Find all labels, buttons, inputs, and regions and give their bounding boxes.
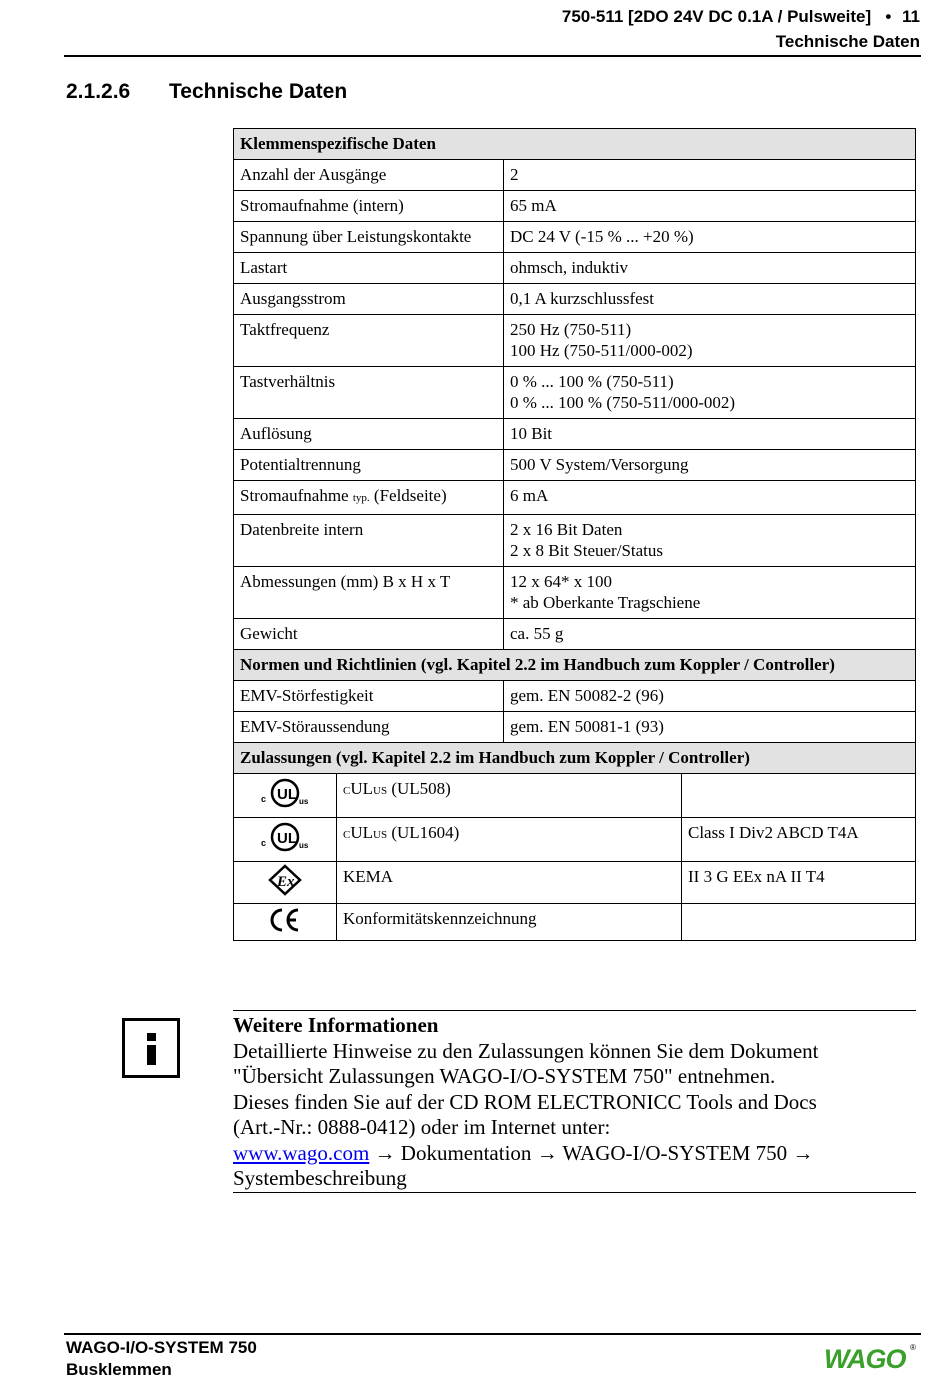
approval-standard: (UL508) bbox=[387, 779, 451, 798]
value-line: 250 Hz (750-511) bbox=[510, 320, 632, 339]
section-heading bbox=[66, 80, 347, 104]
row-key: Spannung über Leistungskontakte bbox=[234, 222, 504, 253]
value-line: 2 x 16 Bit Daten bbox=[510, 520, 623, 539]
approval-name: KEMA bbox=[337, 862, 682, 904]
sub-c: C bbox=[343, 829, 351, 841]
table-row bbox=[234, 419, 916, 450]
ul-text: UL bbox=[350, 779, 374, 798]
wago-logo-icon bbox=[822, 1341, 922, 1373]
category-row bbox=[234, 129, 916, 160]
section-number: 2.1.2.6 bbox=[66, 80, 131, 103]
approval-extra: Class I Div2 ABCD T4A bbox=[682, 818, 916, 862]
table-row bbox=[234, 253, 916, 284]
table-row bbox=[234, 681, 916, 712]
footer-rule bbox=[64, 1333, 921, 1335]
info-path-2: WAGO-I/O-SYSTEM 750 bbox=[557, 1140, 793, 1165]
approval-icon-cell bbox=[234, 818, 337, 862]
section-title: Technische Daten bbox=[169, 80, 348, 103]
row-value: ohmsch, induktiv bbox=[504, 253, 916, 284]
row-key: Gewicht bbox=[234, 619, 504, 650]
approval-standard: (UL1604) bbox=[387, 823, 460, 842]
approval-row bbox=[234, 904, 916, 941]
arrow-icon: → bbox=[536, 1140, 558, 1165]
svg-text:us: us bbox=[299, 797, 309, 806]
row-value bbox=[504, 315, 916, 367]
approval-name bbox=[337, 818, 682, 862]
row-key: Taktfrequenz bbox=[234, 315, 504, 367]
value-line: 0 % ... 100 % (750-511/000-002) bbox=[510, 393, 736, 412]
category-row bbox=[234, 650, 916, 681]
svg-text:us: us bbox=[299, 841, 309, 850]
row-value: gem. EN 50082-2 (96) bbox=[504, 681, 916, 712]
approval-row bbox=[234, 862, 916, 904]
table-row bbox=[234, 481, 916, 515]
info-rule-bottom bbox=[233, 1192, 916, 1193]
row-key: Potentialtrennung bbox=[234, 450, 504, 481]
cul-us-icon bbox=[259, 820, 311, 854]
svg-text:c: c bbox=[261, 794, 267, 804]
header-rule bbox=[64, 55, 921, 57]
approval-name bbox=[337, 774, 682, 818]
info-line: Systembeschreibung bbox=[233, 1166, 407, 1190]
spec-table bbox=[233, 128, 916, 774]
ul-text: UL bbox=[350, 823, 374, 842]
arrow-icon: → bbox=[792, 1140, 814, 1165]
logo-text: WAGO bbox=[824, 1344, 906, 1373]
table-row bbox=[234, 315, 916, 367]
value-line: 100 Hz (750-511/000-002) bbox=[510, 341, 693, 360]
info-title: Weitere Informationen bbox=[233, 1013, 439, 1037]
info-line: Detaillierte Hinweise zu den Zulassungen können Sie dem Dokument bbox=[233, 1038, 819, 1063]
table-row bbox=[234, 515, 916, 567]
sub-c: C bbox=[343, 785, 351, 797]
category-label: Zulassungen (vgl. Kapitel 2.2 im Handbuch zum Koppler / Controller) bbox=[234, 743, 916, 774]
header-title: 750-511 [2DO 24V DC 0.1A / Pulsweite] bbox=[561, 7, 872, 26]
svg-text:Ex: Ex bbox=[277, 874, 295, 890]
page-footer bbox=[66, 1337, 257, 1381]
value-line: 2 x 8 Bit Steuer/Status bbox=[510, 541, 663, 560]
row-value: DC 24 V (-15 % ... +20 %) bbox=[504, 222, 916, 253]
row-value: 6 mA bbox=[504, 481, 916, 515]
approval-extra bbox=[682, 904, 916, 941]
footer-line-2: Busklemmen bbox=[66, 1360, 172, 1379]
category-label: Normen und Richtlinien (vgl. Kapitel 2.2 im Handbuch zum Koppler / Controller) bbox=[234, 650, 916, 681]
approval-icon-cell bbox=[234, 774, 337, 818]
info-line: (Art.-Nr.: 0888-0412) oder im Internet unter: bbox=[233, 1115, 611, 1139]
footer-line-1: WAGO-I/O-SYSTEM 750 bbox=[66, 1338, 257, 1357]
approval-extra bbox=[682, 774, 916, 818]
ex-icon bbox=[268, 864, 302, 896]
row-key: Lastart bbox=[234, 253, 504, 284]
row-value bbox=[504, 515, 916, 567]
table-row bbox=[234, 367, 916, 419]
row-value: 10 Bit bbox=[504, 419, 916, 450]
key-text: Stromaufnahme bbox=[240, 486, 349, 505]
approvals-table bbox=[233, 773, 916, 941]
approval-row bbox=[234, 774, 916, 818]
row-key: Anzahl der Ausgänge bbox=[234, 160, 504, 191]
row-key bbox=[234, 481, 504, 515]
value-line: 0 % ... 100 % (750-511) bbox=[510, 372, 674, 391]
table-row bbox=[234, 450, 916, 481]
key-text: (Feldseite) bbox=[373, 486, 447, 505]
ce-icon bbox=[268, 907, 302, 933]
wago-link[interactable]: www.wago.com bbox=[233, 1140, 370, 1165]
row-key: Datenbreite intern bbox=[234, 515, 504, 567]
info-icon bbox=[122, 1018, 180, 1078]
table-row bbox=[234, 619, 916, 650]
header-bullet: • bbox=[885, 7, 892, 26]
approval-icon-cell bbox=[234, 904, 337, 941]
table-row bbox=[234, 712, 916, 743]
category-row bbox=[234, 743, 916, 774]
info-path-1: Dokumentation bbox=[395, 1140, 537, 1165]
row-key: Ausgangsstrom bbox=[234, 284, 504, 315]
registered-mark: ® bbox=[910, 1343, 916, 1352]
row-key: EMV-Störfestigkeit bbox=[234, 681, 504, 712]
row-value: 0,1 A kurzschlussfest bbox=[504, 284, 916, 315]
svg-text:UL: UL bbox=[277, 830, 297, 847]
svg-text:c: c bbox=[261, 838, 267, 848]
row-value: 2 bbox=[504, 160, 916, 191]
table-row bbox=[234, 191, 916, 222]
value-line: 12 x 64* x 100 bbox=[510, 572, 612, 591]
row-key: Auflösung bbox=[234, 419, 504, 450]
svg-text:UL: UL bbox=[277, 786, 297, 803]
page-header bbox=[562, 4, 920, 54]
row-value: 65 mA bbox=[504, 191, 916, 222]
key-subscript: typ. bbox=[352, 492, 370, 504]
row-key: Abmessungen (mm) B x H x T bbox=[234, 567, 504, 619]
approval-extra: II 3 G EEx nA II T4 bbox=[682, 862, 916, 904]
row-key: EMV-Störaussendung bbox=[234, 712, 504, 743]
info-line bbox=[233, 1141, 913, 1167]
row-value: ca. 55 g bbox=[504, 619, 916, 650]
info-rule-top bbox=[233, 1010, 916, 1011]
info-icon-dot bbox=[147, 1033, 156, 1041]
info-line: Dieses finden Sie auf der CD ROM ELECTRONICC Tools and Docs bbox=[233, 1089, 817, 1114]
page-number: 11 bbox=[902, 7, 920, 26]
row-value bbox=[504, 567, 916, 619]
info-line: "Übersicht Zulassungen WAGO-I/O-SYSTEM 750" entnehmen. bbox=[233, 1064, 776, 1088]
row-key: Stromaufnahme (intern) bbox=[234, 191, 504, 222]
arrow-icon: → bbox=[374, 1140, 396, 1165]
wago-logo bbox=[822, 1341, 922, 1378]
row-value bbox=[504, 367, 916, 419]
info-text bbox=[233, 1013, 913, 1192]
table-row bbox=[234, 222, 916, 253]
category-label: Klemmenspezifische Daten bbox=[234, 129, 916, 160]
row-key: Tastverhältnis bbox=[234, 367, 504, 419]
sub-us: US bbox=[373, 785, 388, 797]
table-row bbox=[234, 284, 916, 315]
cul-us-icon bbox=[259, 776, 311, 810]
value-line: * ab Oberkante Tragschiene bbox=[510, 593, 701, 612]
approval-name: Konformitätskennzeichnung bbox=[337, 904, 682, 941]
header-subtitle: Technische Daten bbox=[775, 32, 920, 51]
row-value: gem. EN 50081-1 (93) bbox=[504, 712, 916, 743]
row-value: 500 V System/Versorgung bbox=[504, 450, 916, 481]
table-row bbox=[234, 567, 916, 619]
sub-us: US bbox=[373, 829, 388, 841]
info-icon-bar bbox=[147, 1045, 156, 1065]
header-line-1 bbox=[562, 4, 920, 29]
approval-row bbox=[234, 818, 916, 862]
table-row bbox=[234, 160, 916, 191]
approval-icon-cell bbox=[234, 862, 337, 904]
